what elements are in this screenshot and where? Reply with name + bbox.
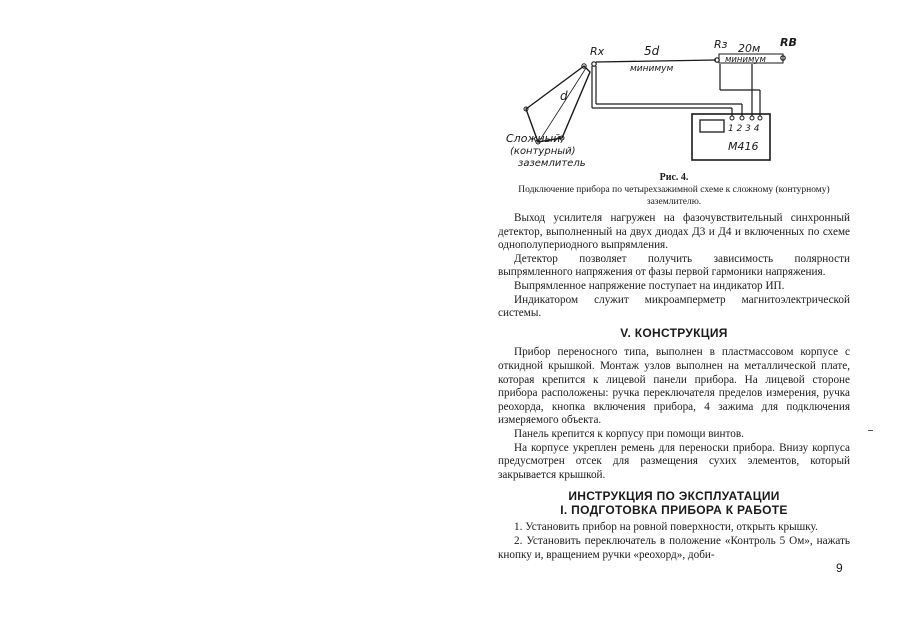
- paragraph: На корпусе укреплен ремень для переноски прибора. Внизу корпуса предусмотрен отсек для размещения сухих элементов, который закрывается крышкой.: [498, 441, 850, 481]
- paragraph: Выход усилителя нагружен на фазочувствительный синхронный детектор, выполненный на двух диодах Д3 и Д4 и включенных по схеме однополупериодного выпрямления.: [498, 212, 850, 252]
- label-rv: RВ: [780, 36, 797, 49]
- page-number: 9: [836, 561, 843, 575]
- label-device: М416: [728, 140, 759, 153]
- device-display: [700, 120, 724, 132]
- paragraph: Панель крепится к корпусу при помощи винтов.: [514, 427, 744, 440]
- label-minimum-1: минимум: [630, 64, 674, 74]
- label-d: d: [560, 89, 568, 103]
- label-minimum-2: минимум: [725, 55, 766, 65]
- body-text: [498, 212, 850, 562]
- margin-mark: [868, 430, 873, 431]
- label-rx: Rx: [590, 45, 605, 58]
- section-heading-preparation: I. ПОДГОТОВКА ПРИБОРА К РАБОТЕ: [560, 502, 788, 517]
- label-terminals: 1 2 3 4: [728, 124, 760, 134]
- label-ground-2: (контурный): [510, 146, 576, 157]
- paragraph: Детектор позволяет получить зависимость полярности выпрямленного напряжения от фазы первой гармоники напряжения.: [498, 252, 850, 279]
- figure-caption-text: Подключение прибора по четырехзажимной схеме к сложному (контурному) заземлителю.: [518, 185, 830, 207]
- document-page: [498, 0, 850, 632]
- connection-diagram: [498, 30, 850, 170]
- label-20m: 20м: [738, 42, 761, 55]
- paragraph: 1. Установить прибор на ровной поверхности, открыть крышку.: [514, 521, 818, 534]
- section-heading-instructions: ИНСТРУКЦИЯ ПО ЭКСПЛУАТАЦИИ: [568, 489, 780, 504]
- paragraph: Прибор переносного типа, выполнен в пластмассовом корпусе с откидной крышкой. Монтаж узлов выполнен на металлической плате, которая крепится к лицевой панели прибора. На лицевой стороне прибора расположены: ручка переключателя пределов измерения, ручка реохорда, кнопка включения прибора, 4 зажима для подключения измеряемого объекта.: [498, 346, 850, 427]
- device-m416-box: [692, 114, 770, 160]
- paragraph: Выпрямленное напряжение поступает на индикатор ИП.: [514, 279, 785, 292]
- label-ground-1: Сложный,: [506, 132, 564, 145]
- section-heading-construction: V. КОНСТРУКЦИЯ: [620, 325, 728, 340]
- figure-4-diagram: [498, 30, 850, 170]
- paragraph: Индикатором служит микроамперметр магнитоэлектрической системы.: [498, 293, 850, 320]
- label-5d: 5d: [644, 44, 660, 58]
- label-rz: Rз: [714, 38, 728, 51]
- figure-caption-title: Рис. 4.: [659, 172, 689, 183]
- label-ground-3: заземлитель: [518, 158, 586, 169]
- paragraph: 2. Установить переключатель в положение «Контроль 5 Ом», нажать кнопку и, вращением ручки «реохорд», доби-: [498, 535, 850, 561]
